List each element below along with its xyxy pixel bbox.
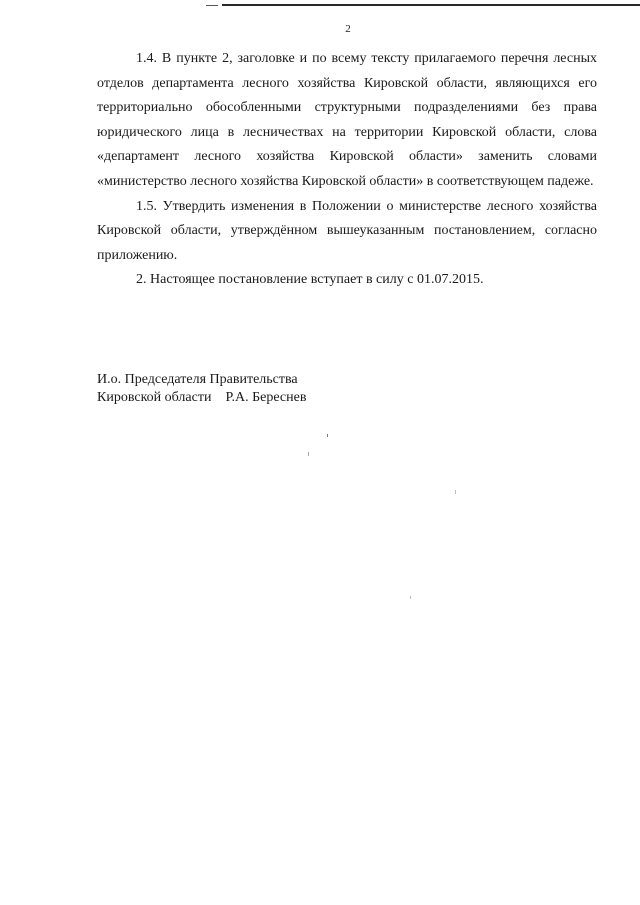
signatory-name: Р.А. Береснев (225, 390, 307, 405)
scan-artifact (206, 5, 218, 6)
scan-edge-line (222, 4, 640, 6)
signature-block (97, 371, 306, 407)
document-body (97, 47, 597, 293)
page-number: 2 (345, 23, 351, 35)
paragraph-1-4: 1.4. В пункте 2, заголовке и по всему тексту прилагаемого перечня лесных отделов департамента лесного хозяйства Кировской области, являющихся его территориально обособленными структурными подразделениями без права юридического лица в лесничествах на территории Кировской области, слова «департамент лесного хозяйства Кировской области» заменить словами «министерство лесного хозяйства Кировской области» в соответствующем падеже. (97, 51, 597, 189)
signatory-region: Кировской области (97, 390, 212, 405)
paragraph-2: 2. Настоящее постановление вступает в силу с 01.07.2015. (136, 272, 484, 288)
paragraph-1-5: 1.5. Утвердить изменения в Положении о министерстве лесного хозяйства Кировской области, утверждённом вышеуказанным постановлением, согласно приложению. (97, 198, 597, 263)
scan-speck (410, 596, 411, 599)
signatory-region-name-line (97, 389, 306, 407)
signatory-position: И.о. Председателя Правительства (97, 372, 298, 387)
scan-speck (308, 452, 309, 456)
scan-speck (455, 490, 456, 494)
scan-speck (327, 434, 328, 437)
